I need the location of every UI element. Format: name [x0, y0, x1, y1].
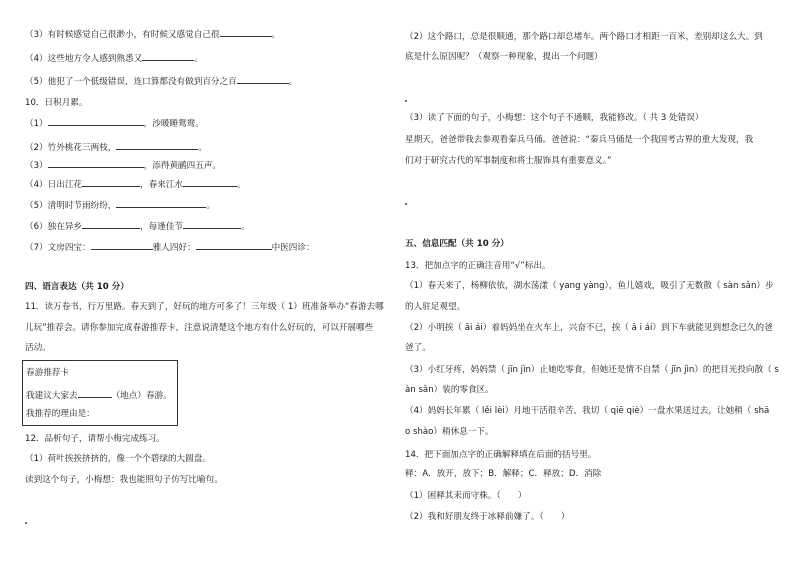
q14-definitions: 释：A．放开，放下；B．解释；C．释放；D．消除	[405, 469, 602, 479]
q12-item-3-line-2: 星期天，爸爸带我去参观看秦兵马俑。爸爸说：“秦兵马俑是一个我国考古界的重大发现，我	[405, 135, 754, 145]
q13-item-1-line-2: 的人驻足观望。	[405, 302, 466, 312]
q11-line-3: 活动。	[25, 343, 51, 353]
q12-item-3-line-3: 们对于研究古代的军事制度和将士服饰具有重要意义。”	[405, 156, 612, 166]
answer-blank[interactable]	[48, 116, 144, 126]
answer-blank[interactable]	[142, 51, 194, 61]
answer-blank[interactable]	[91, 240, 153, 250]
q10-item-7: （7）文房四宝： 雅人四好： 中医四诊：	[25, 240, 315, 254]
q12-item-1: （1）荷叶挨挨挤挤的，像一个个碧绿的大圆盘。	[25, 454, 211, 464]
q10-title: 10．日积月累。	[25, 98, 88, 108]
q10-item-1: （1） ，沙暖睡鸳鸯。	[25, 116, 204, 130]
q10-item-4: （4）日出江花 ，春来江水 。	[25, 177, 246, 191]
answer-blank[interactable]	[220, 27, 272, 37]
card-reason-line: 我推荐的理由是：	[26, 409, 95, 419]
card-location-line: 我建议大家去 （地点）春游。	[26, 388, 172, 402]
answer-blank[interactable]	[82, 219, 140, 229]
page-dot	[25, 522, 27, 524]
q10-item-5: （5）清明时节雨纷纷， 。	[25, 198, 215, 212]
section-5-title: 五、信息匹配（共 10 分）	[405, 239, 509, 249]
answer-blank[interactable]	[196, 240, 272, 250]
q10-item-6: （6）独在异乡 ，每逢佳节 。	[25, 219, 250, 233]
q13-item-2-line-2: 爸了。	[405, 343, 431, 353]
q14-item-2: （2）我和好朋友终于冰释前嫌了。（ ）	[405, 512, 570, 522]
q14-item-1: （1）困释其耒而守株。（ ）	[405, 491, 527, 501]
q11-line-1: 11．读万卷书，行万里路。春天到了，好玩的地方可多了！三年级（ 1）班准备举办“春游去哪	[25, 302, 384, 312]
location-blank[interactable]	[78, 388, 112, 398]
q11-line-2: 儿玩”推荐会。请你参加完成春游推荐卡，注意说清楚这个地方有什么好玩的，可以开展哪些	[25, 323, 374, 333]
q12-item-2-line-1: （2）这个路口，总是很顺通，那个路口却总堵车。两个路口才相距一百米，差别却这么大。到	[405, 32, 763, 42]
q13-item-3-line-2: àn sǎn）装的零食区。	[405, 385, 494, 395]
answer-blank[interactable]	[183, 219, 241, 229]
answer-dot	[405, 100, 407, 102]
answer-dot	[405, 203, 407, 205]
q10-item-3: （3） ，添得黄鹂四五声。	[25, 158, 221, 172]
q14-title: 14．把下面加点字的正确解释填在后面的括号里。	[405, 450, 597, 460]
q12-item-1-prompt: 读到这个句子，小梅想：我也能照句子仿写比喻句。	[25, 475, 223, 485]
q13-item-4-line-1: （4）妈妈长年累（ lěi lèi）月地干活很辛苦，我切（ qiē qiè）一盘水果送过去，让她稍（ shā	[405, 406, 770, 416]
answer-blank[interactable]	[48, 158, 144, 168]
q13-item-1-line-1: （1）春天来了，杨柳依依，湖水荡漾（ yang yàng），鱼儿嬉戏，吸引了无数散（ sàn sǎn）步	[405, 281, 774, 291]
q13-item-2-line-1: （2）小明挨（ āi ái）着妈妈坐在火车上，兴奋不已，挨（ ā i ái）到下车就能见到想念已久的爸	[405, 323, 773, 333]
q13-item-4-line-2: o shào）稍休息一下。	[405, 427, 494, 437]
answer-blank[interactable]	[237, 74, 289, 84]
q13-title: 13．把加点字的正确注音用“√”标出。	[405, 261, 551, 271]
card-title: 春游推荐卡	[26, 368, 69, 378]
q12-title: 12．品析句子，请帮小梅完成练习。	[25, 434, 165, 444]
section-4-title: 四、语言表达（共 10 分）	[25, 282, 129, 292]
q9-item-3: （3）有时候感觉自己很渺小，有时候又感觉自己很 。	[25, 27, 280, 41]
q9-item-5: （5）他犯了一个低级错误，连口算都没有做到百分之百 。	[25, 74, 297, 88]
answer-blank[interactable]	[116, 140, 198, 150]
q12-item-2-line-2: 底是什么原因呢？（观察一种现象，提出一个问题）	[405, 52, 603, 62]
q13-item-3-line-1: （3）小红牙疼，妈妈禁（ jīn jìn）止她吃零食，但她还是情不自禁（ jīn jìn）的把目光投向散（ s	[405, 365, 779, 375]
q12-item-3-line-1: （3）读了下面的句子，小梅想：这个句子不通顺，我能修改。（ 共 3 处错误）	[405, 113, 704, 123]
answer-blank[interactable]	[116, 198, 206, 208]
q9-item-4: （4）这些地方令人感到熟悉又 。	[25, 51, 203, 65]
q10-item-2: （2）竹外桃花三两枝， 。	[25, 140, 207, 154]
answer-blank[interactable]	[82, 177, 140, 187]
answer-blank[interactable]	[183, 177, 237, 187]
